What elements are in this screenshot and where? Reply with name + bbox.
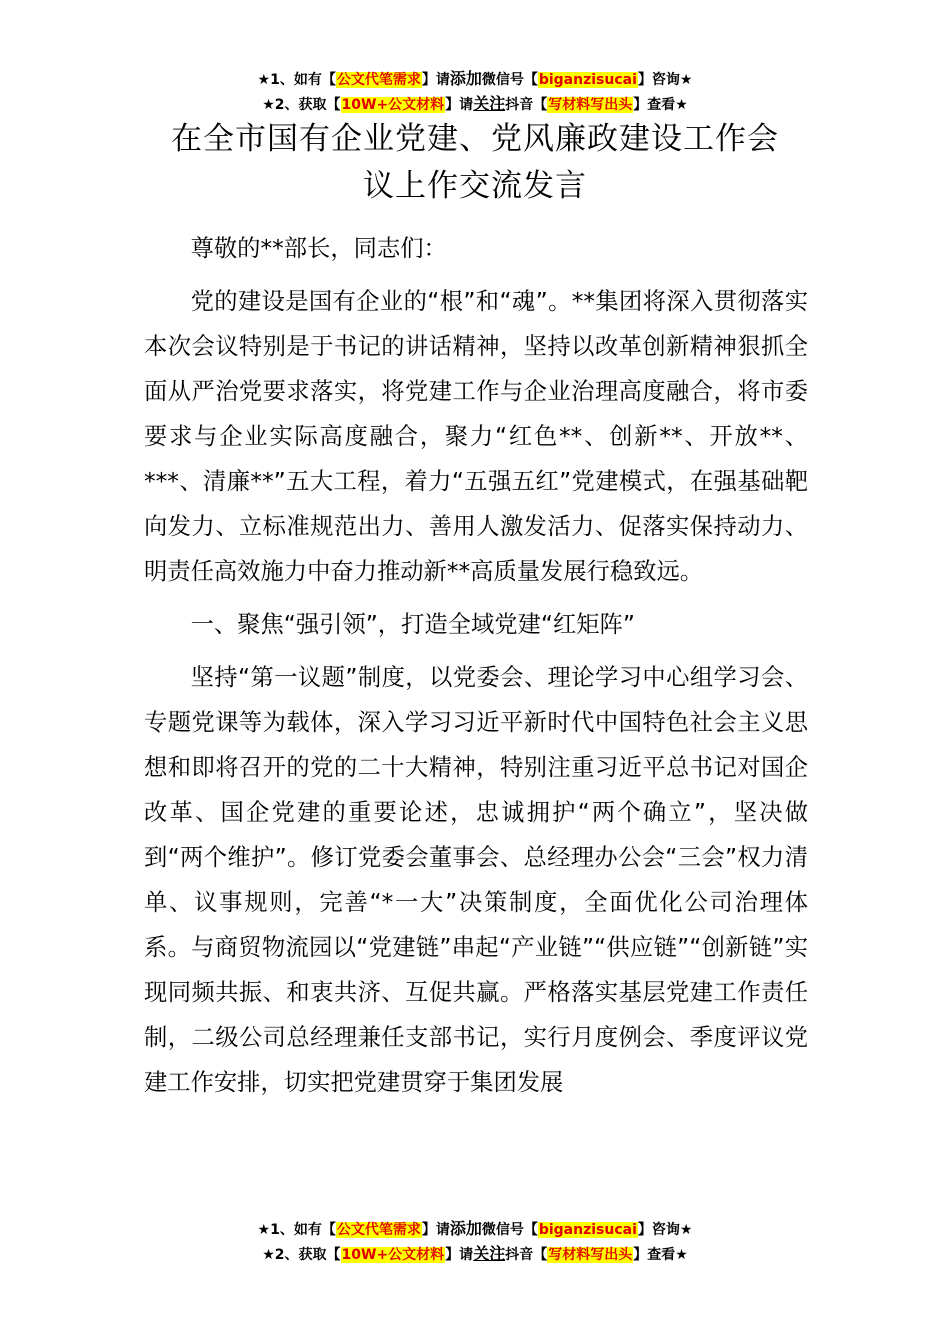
banner-emphasis: 添加 [449, 69, 482, 88]
banner-text: ★1、如有【 [257, 1222, 336, 1238]
paragraph-section-1: 坚持“第一议题”制度，以党委会、理论学习中心组学习会、专题党课等为载体，深入学习习近平新时代中国特色社会主义思想和即将召开的党的二十大精神，特别注重习近平总书记对国企改革、国企党建的重要论述，忠诚拥护“两个确立”，坚决做到“两个维护”。修订党委会董事会、总经理办公会“三会”权力清单、议事规则，完善“*一大”决策制度，全面优化公司治理体系。与商贸物流园以“党建链”串起“产业链”“供应链”“创新链”实现同频共振、和衷共济、互促共赢。严格落实基层党建工作责任制，二级公司总经理兼任支部书记，实行月度例会、季度评议党建工作安排，切实把党建贯穿于集团发展 [144, 664, 808, 1096]
banner-text: 】请 [421, 72, 450, 88]
banner-line-2 [0, 1242, 950, 1267]
banner-highlight: 写材料写出头 [548, 97, 633, 113]
banner-text: 】请 [421, 1222, 450, 1238]
banner-highlight: 写材料写出头 [548, 1247, 633, 1263]
banner-text: 】咨询★ [637, 1222, 693, 1238]
salutation: 尊敬的**部长，同志们： [190, 235, 447, 262]
banner-text: ★1、如有【 [257, 72, 336, 88]
banner-text: 】查看★ [633, 1247, 688, 1263]
banner-text: 微信号【 [481, 72, 538, 88]
banner-text: 抖音【 [505, 97, 548, 113]
top-banner [0, 67, 950, 117]
banner-text: ★2、获取【 [262, 97, 341, 113]
document-body [144, 226, 808, 1113]
banner-text: 】请 [445, 97, 474, 113]
banner-line-1 [0, 1217, 950, 1242]
banner-highlight: biganzisucai [538, 72, 637, 88]
banner-highlight: biganzisucai [538, 1222, 637, 1238]
banner-line-1 [0, 67, 950, 92]
title-line-2: 议上作交流发言 [363, 168, 587, 204]
banner-line-2 [0, 92, 950, 117]
title-line-1: 在全市国有企业党建、党风廉政建设工作会 [171, 121, 779, 157]
banner-highlight: 10W+公文材料 [341, 1247, 445, 1263]
bottom-banner [0, 1217, 950, 1267]
banner-text: 】请 [445, 1247, 474, 1263]
banner-highlight: 公文代笔需求 [336, 72, 421, 88]
banner-highlight: 10W+公文材料 [341, 97, 445, 113]
banner-text: 】查看★ [633, 97, 688, 113]
paragraph-intro: 党的建设是国有企业的“根”和“魂”。**集团将深入贯彻落实本次会议特别是于书记的讲话精神，坚持以改革创新精神狠抓全面从严治党要求落实，将党建工作与企业治理高度融合，将市委要求与企业实际高度融合，聚力“红色**、创新**、开放**、***、清廉**”五大工程，着力“五强五红”党建模式，在强基础靶向发力、立标准规范出力、善用人激发活力、促落实保持动力、明责任高效施力中奋力推动新**高质量发展行稳致远。 [144, 288, 808, 585]
banner-highlight: 公文代笔需求 [336, 1222, 421, 1238]
banner-emphasis: 关注 [473, 1244, 506, 1263]
section-heading-1: 一、聚焦“强引领”，打造全域党建“红矩阵” [190, 611, 635, 638]
banner-emphasis: 关注 [473, 94, 506, 113]
banner-text: 】咨询★ [637, 72, 693, 88]
document-title [145, 116, 805, 210]
banner-text: 抖音【 [505, 1247, 548, 1263]
banner-emphasis: 添加 [449, 1219, 482, 1238]
banner-text: 微信号【 [481, 1222, 538, 1238]
banner-text: ★2、获取【 [262, 1247, 341, 1263]
